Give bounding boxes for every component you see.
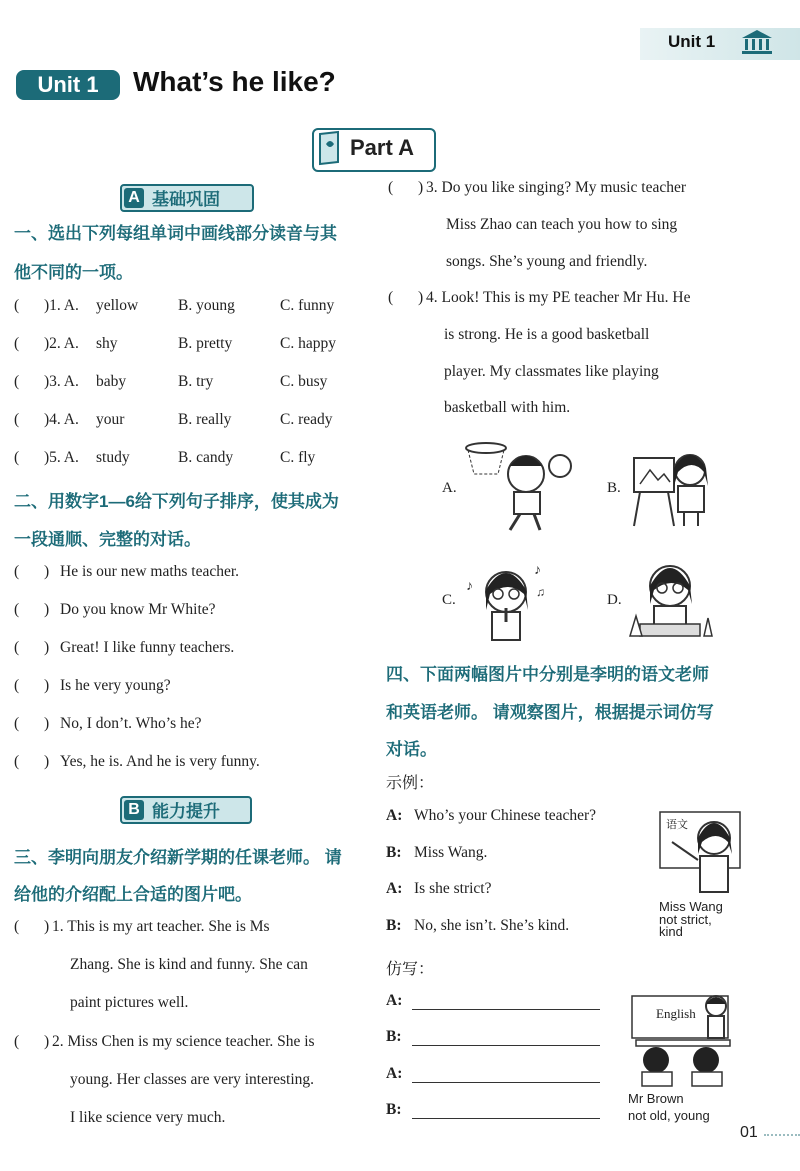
q3-2-line2: young. Her classes are very interesting. xyxy=(70,1071,315,1088)
pic2-hint: not old, young xyxy=(628,1108,710,1123)
svg-text:♪: ♪ xyxy=(466,579,473,594)
q1-option-b: B. young xyxy=(178,297,235,314)
q1-option-b: B. pretty xyxy=(178,335,233,352)
music-teacher-illustration xyxy=(462,556,554,646)
q3-3-line2: Miss Zhao can teach you how to sing xyxy=(446,216,678,233)
example-line-3: Is she strict? xyxy=(414,880,492,897)
q1-instruction-line1: 一、选出下列每组单词中画线部分读音与其 xyxy=(14,224,337,243)
unit-badge: Unit 1 xyxy=(16,70,120,100)
q1-option-c: C. fly xyxy=(280,449,316,466)
q3-1-paren-open[interactable]: ( xyxy=(14,918,20,935)
science-teacher-illustration xyxy=(626,556,716,642)
q2-answer-paren-close: ) xyxy=(44,563,50,580)
q1-answer-paren[interactable]: ( xyxy=(14,449,20,466)
q1-answer-paren[interactable]: ( xyxy=(14,297,20,314)
example-line-4: No, she isn’t. She’s kind. xyxy=(414,917,570,934)
q1-option-c: C. busy xyxy=(280,373,328,390)
q4-instruction-line2: 和英语老师。 请观察图片，根据提示词仿写 xyxy=(386,703,714,722)
q2-sentence: No, I don’t. Who’s he? xyxy=(60,715,202,732)
q1-answer-paren[interactable]: ( xyxy=(14,373,20,390)
header-unit-label: Unit 1 xyxy=(668,32,716,51)
q2-sentence: He is our new maths teacher. xyxy=(60,563,240,580)
pic2-teacher-name: Mr Brown xyxy=(628,1091,684,1106)
q1-option-b: B. try xyxy=(178,373,214,390)
q3-4-paren-open[interactable]: ( xyxy=(388,289,394,306)
q3-4-line2: is strong. He is a good basketball xyxy=(444,326,650,343)
picture-a-label: A. xyxy=(442,480,457,496)
q2-sentence: Great! I like funny teachers. xyxy=(60,639,235,656)
q1-instruction-line2: 他不同的一项。 xyxy=(14,263,133,282)
example-line-2: Miss Wang. xyxy=(414,844,488,861)
q3-4-paren-close: ) xyxy=(418,289,424,306)
pic1-hint-2: kind xyxy=(659,924,683,939)
example-speaker-1: A: xyxy=(386,807,403,824)
q3-4-line3: player. My classmates like playing xyxy=(444,363,659,380)
q1-option-c: C. funny xyxy=(280,297,335,314)
q3-3-line1: 3. Do you like singing? My music teacher xyxy=(426,179,687,196)
q1-option-c: C. ready xyxy=(280,411,333,428)
pic1-hint-1: not strict, xyxy=(659,912,712,927)
section-a-name: 基础巩固 xyxy=(152,190,220,209)
q3-4-line1: 4. Look! This is my PE teacher Mr Hu. He xyxy=(426,289,691,306)
footer-rule xyxy=(764,1134,800,1136)
imitate-label: 仿写： xyxy=(386,961,435,978)
example-speaker-3: A: xyxy=(386,880,403,897)
q3-4-line4: basketball with him. xyxy=(444,399,571,416)
q2-answer-paren-open[interactable]: ( xyxy=(14,677,20,694)
q3-2-line1: 2. Miss Chen is my science teacher. She is xyxy=(52,1033,315,1050)
q1-item-number: )1. A. xyxy=(44,297,79,314)
q2-sentence: Do you know Mr White? xyxy=(60,601,216,618)
q3-instruction-line1: 三、李明向朋友介绍新学期的任课老师。 请 xyxy=(14,848,342,867)
board-text-chinese: 语文 xyxy=(666,818,688,831)
q1-answer-paren[interactable]: ( xyxy=(14,335,20,352)
example-label: 示例： xyxy=(386,775,435,792)
answer-line-3[interactable] xyxy=(412,1082,600,1083)
answer-line-1[interactable] xyxy=(412,1009,600,1010)
picture-d-label: D. xyxy=(607,592,622,608)
picture-b-label: B. xyxy=(607,480,621,496)
q3-instruction-line2: 给他的介绍配上合适的图片吧。 xyxy=(14,885,252,904)
q2-answer-paren-open[interactable]: ( xyxy=(14,753,20,770)
q2-answer-paren-close: ) xyxy=(44,601,50,618)
q2-sentence: Yes, he is. And he is very funny. xyxy=(60,753,260,770)
q3-2-line3: I like science very much. xyxy=(70,1109,226,1126)
q3-1-paren-close: ) xyxy=(44,918,50,935)
q3-1-line3: paint pictures well. xyxy=(70,994,189,1011)
q3-2-paren-open[interactable]: ( xyxy=(14,1033,20,1050)
page-number: 01 xyxy=(740,1124,758,1141)
q1-item-number: )5. A. xyxy=(44,449,79,466)
unit-title: What’s he like? xyxy=(133,66,336,97)
q3-1-line2: Zhang. She is kind and funny. She can xyxy=(70,956,308,973)
book-icon xyxy=(316,130,346,166)
q1-option-a: shy xyxy=(96,335,118,352)
example-speaker-4: B: xyxy=(386,917,402,934)
q1-option-a: yellow xyxy=(96,297,139,314)
pic1-teacher-name: Miss Wang xyxy=(659,899,723,914)
example-line-1: Who’s your Chinese teacher? xyxy=(414,807,597,824)
picture-c-label: C. xyxy=(442,592,456,608)
q1-option-b: B. candy xyxy=(178,449,234,466)
q1-option-a: study xyxy=(96,449,130,466)
blank-speaker-3: A: xyxy=(386,1065,403,1082)
q1-item-number: )3. A. xyxy=(44,373,79,390)
section-b-letter: B xyxy=(124,800,144,820)
answer-line-4[interactable] xyxy=(412,1118,600,1119)
q2-instruction-line1: 二、用数字1—6给下列句子排序，使其成为 xyxy=(14,492,339,511)
chinese-teacher-illustration xyxy=(658,808,742,898)
section-a-letter: A xyxy=(124,188,144,208)
q1-option-a: your xyxy=(96,411,125,428)
q3-1-line1: 1. This is my art teacher. She is Ms xyxy=(52,918,270,935)
q2-answer-paren-open[interactable]: ( xyxy=(14,601,20,618)
example-speaker-2: B: xyxy=(386,844,402,861)
q4-instruction-line1: 四、下面两幅图片中分别是李明的语文老师 xyxy=(386,665,709,684)
q2-answer-paren-close: ) xyxy=(44,677,50,694)
basketball-player-illustration xyxy=(460,436,576,532)
q1-option-a: baby xyxy=(96,373,127,390)
q1-option-b: B. really xyxy=(178,411,232,428)
q1-item-number: )2. A. xyxy=(44,335,79,352)
q2-sentence: Is he very young? xyxy=(60,677,171,694)
blank-speaker-2: B: xyxy=(386,1028,402,1045)
q2-answer-paren-close: ) xyxy=(44,753,50,770)
q2-answer-paren-close: ) xyxy=(44,715,50,732)
q2-answer-paren-open[interactable]: ( xyxy=(14,563,20,580)
q2-answer-paren-open[interactable]: ( xyxy=(14,715,20,732)
svg-text:♫: ♫ xyxy=(536,585,545,599)
blank-speaker-4: B: xyxy=(386,1101,402,1118)
q3-3-paren-close: ) xyxy=(418,179,424,196)
answer-line-2[interactable] xyxy=(412,1045,600,1046)
q2-answer-paren-open[interactable]: ( xyxy=(14,639,20,656)
svg-text:♪: ♪ xyxy=(534,563,541,578)
q3-3-paren-open[interactable]: ( xyxy=(388,179,394,196)
q2-answer-paren-close: ) xyxy=(44,639,50,656)
building-icon xyxy=(740,28,774,56)
q3-2-paren-close: ) xyxy=(44,1033,50,1050)
q1-answer-paren[interactable]: ( xyxy=(14,411,20,428)
art-teacher-illustration xyxy=(628,446,718,530)
board-text-english: English xyxy=(656,1006,696,1021)
english-teacher-illustration xyxy=(630,992,740,1088)
q3-3-line3: songs. She’s young and friendly. xyxy=(446,253,648,270)
blank-speaker-1: A: xyxy=(386,992,403,1009)
q1-item-number: )4. A. xyxy=(44,411,79,428)
section-b-name: 能力提升 xyxy=(152,802,220,821)
q4-instruction-line3: 对话。 xyxy=(386,740,437,759)
header-strip xyxy=(640,28,800,60)
part-a-title: Part A xyxy=(350,135,414,160)
q1-option-c: C. happy xyxy=(280,335,336,352)
q2-instruction-line2: 一段通顺、完整的对话。 xyxy=(14,530,201,549)
